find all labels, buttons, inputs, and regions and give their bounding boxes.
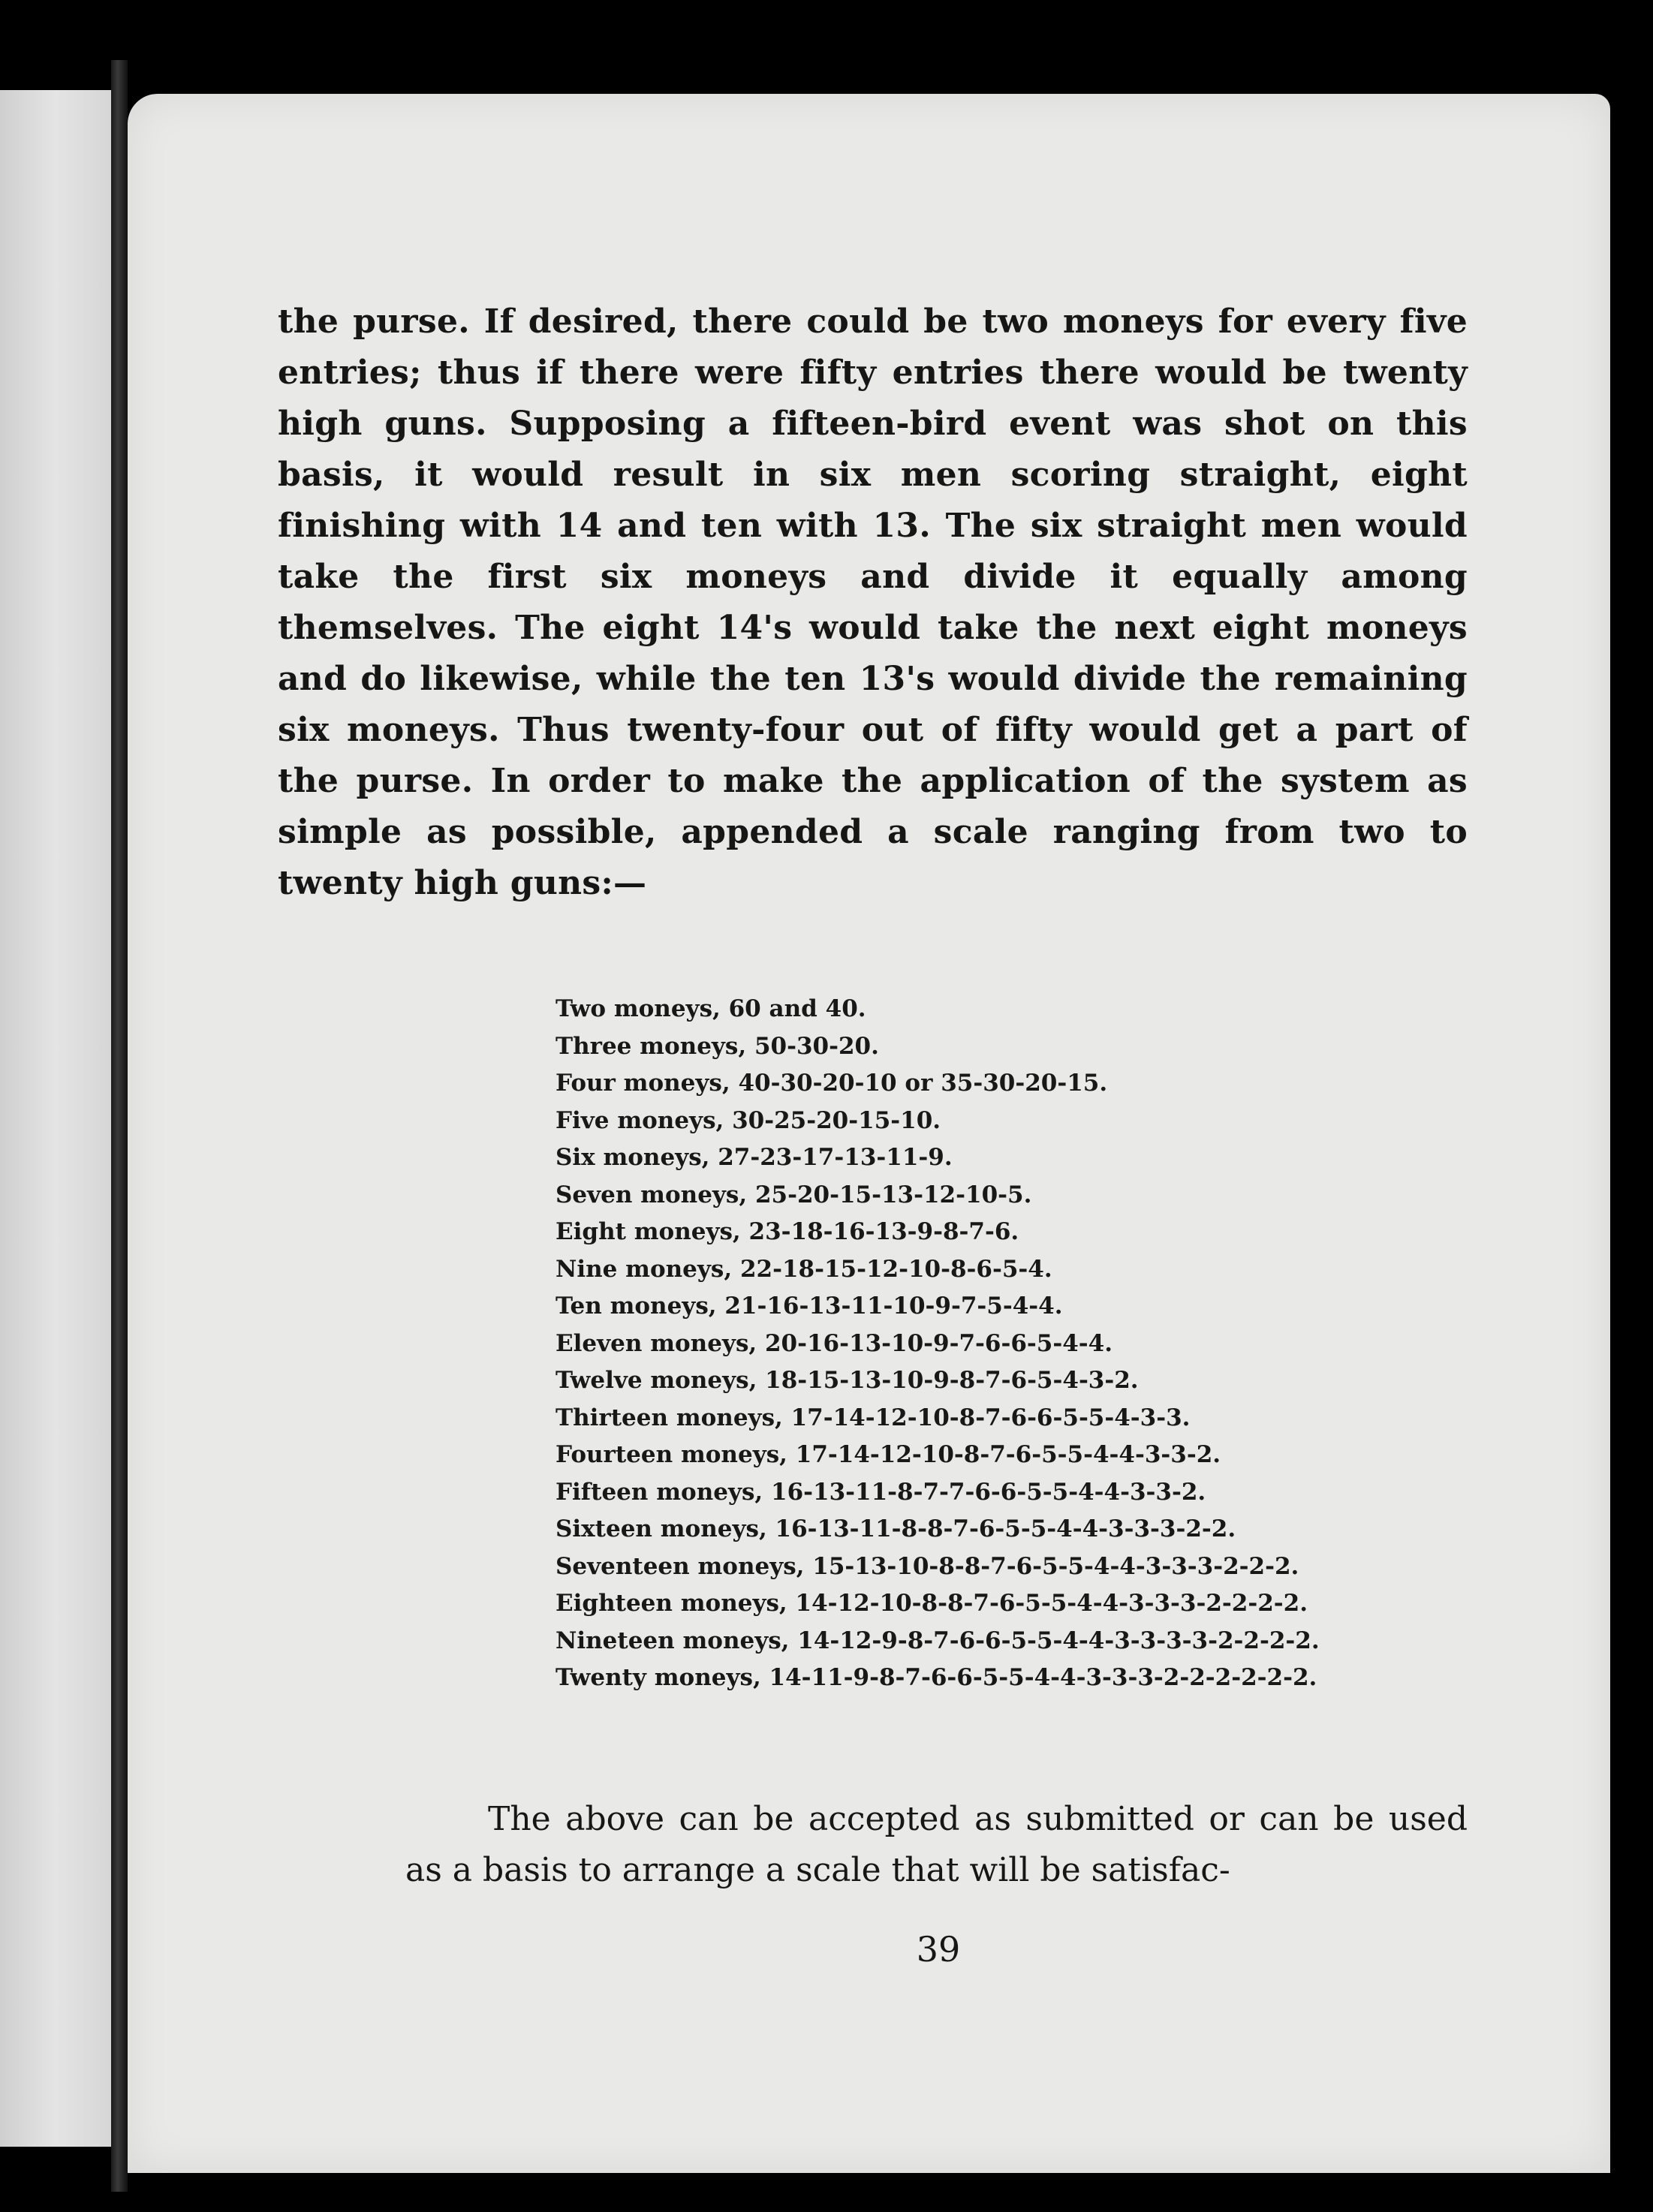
scale-item: Eighteen moneys, 14-12-10-8-8-7-6-5-5-4-4-3-3-3-2-2-2-2. bbox=[556, 1590, 1308, 1617]
scale-item: Twenty moneys, 14-11-9-8-7-6-6-5-5-4-4-3-3-3-2-2-2-2-2-2. bbox=[556, 1664, 1317, 1691]
scale-item: Three moneys, 50-30-20. bbox=[556, 1032, 879, 1060]
book-gutter bbox=[111, 60, 128, 2192]
scale-item: Five moneys, 30-25-20-15-10. bbox=[556, 1106, 941, 1134]
closing-paragraph-text: The above can be accepted as submitted or can be used as a basis to arrange a scale that will be satisfac- bbox=[405, 1800, 1468, 1889]
closing-paragraph bbox=[405, 1794, 1468, 1896]
scale-item: Two moneys, 60 and 40. bbox=[556, 995, 866, 1022]
scale-item: Six moneys, 27-23-17-13-11-9. bbox=[556, 1144, 953, 1171]
scale-item: Fifteen moneys, 16-13-11-8-7-7-6-6-5-5-4-4-3-3-2. bbox=[556, 1478, 1206, 1506]
scale-item: Eleven moneys, 20-16-13-10-9-7-6-6-5-4-4. bbox=[556, 1329, 1113, 1357]
body-paragraph-text: the purse. If desired, there could be two moneys for every five entries; thus if there were fifty entries there would be twenty high guns. Supposing a fifteen-bird event was shot on this basis, it would result in six men scoring straight, eight finishing with 14 and ten with 13. The six straight men would take the first six moneys and divide it equally among themselves. The eight 14's would take the next eight moneys and do likewise, while the ten 13's would divide the remaining six moneys. Thus twenty-four out of fifty would get a part of the purse. In order to make the application of the system as simple as possible, appended a scale ranging from two to twenty high guns:— bbox=[278, 302, 1468, 902]
scale-item: Twelve moneys, 18-15-13-10-9-8-7-6-5-4-3-2. bbox=[556, 1367, 1139, 1394]
scale-item: Ten moneys, 21-16-13-11-10-9-7-5-4-4. bbox=[556, 1293, 1063, 1320]
left-page-edge bbox=[0, 90, 111, 2147]
scale-item: Nine moneys, 22-18-15-12-10-8-6-5-4. bbox=[556, 1255, 1052, 1283]
scale-item: Thirteen moneys, 17-14-12-10-8-7-6-6-5-5-4-3-3. bbox=[556, 1404, 1191, 1431]
scale-item: Seventeen moneys, 15-13-10-8-8-7-6-5-5-4-4-3-3-3-2-2-2. bbox=[556, 1552, 1299, 1580]
scale-item: Nineteen moneys, 14-12-9-8-7-6-6-5-5-4-4-3-3-3-3-2-2-2-2. bbox=[556, 1627, 1320, 1654]
scale-item: Four moneys, 40-30-20-10 or 35-30-20-15. bbox=[556, 1070, 1108, 1097]
scale-item: Fourteen moneys, 17-14-12-10-8-7-6-5-5-4-4-3-3-2. bbox=[556, 1441, 1221, 1468]
scale-item: Eight moneys, 23-18-16-13-9-8-7-6. bbox=[556, 1218, 1019, 1245]
scale-item: Sixteen moneys, 16-13-11-8-8-7-6-5-5-4-4-3-3-3-2-2. bbox=[556, 1515, 1236, 1542]
page-number: 39 bbox=[916, 1929, 961, 1970]
scale-item: Seven moneys, 25-20-15-13-12-10-5. bbox=[556, 1181, 1032, 1208]
body-paragraph bbox=[278, 296, 1468, 909]
moneys-scale-list bbox=[556, 991, 1381, 1697]
